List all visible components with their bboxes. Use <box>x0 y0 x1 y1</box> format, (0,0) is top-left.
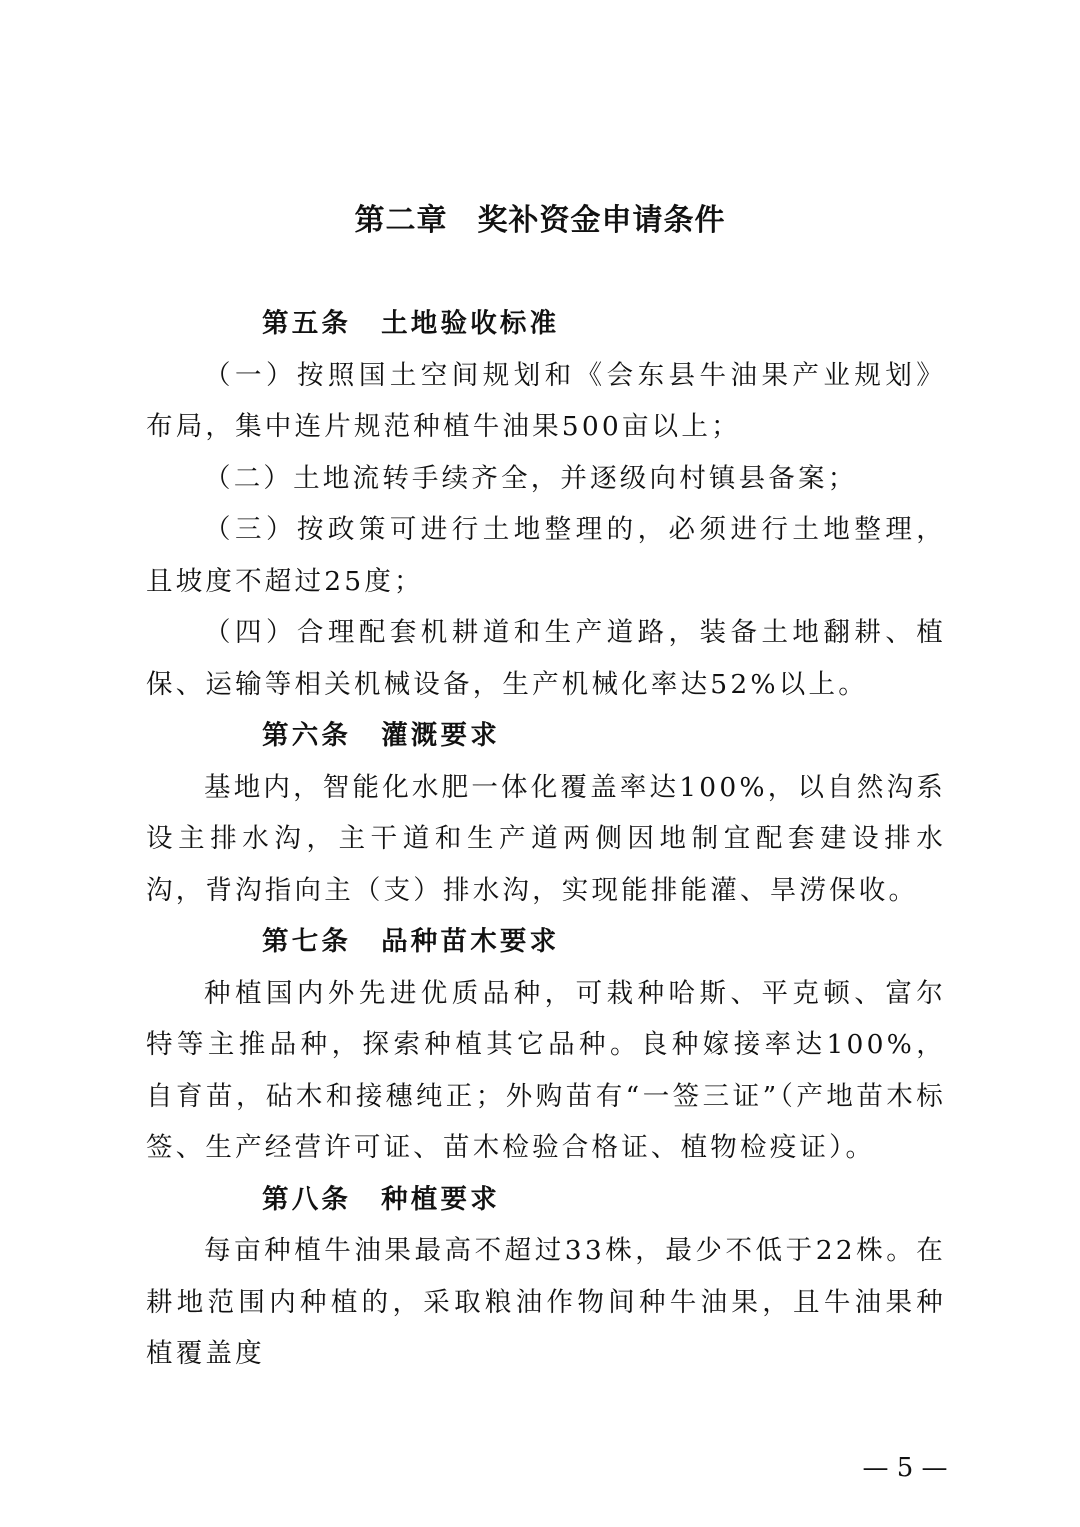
article-number: 第八条 <box>262 1183 352 1215</box>
article-number: 第六条 <box>262 720 352 751</box>
article-paragraph: （四）合理配套机耕道和生产道路，装备土地翻耕、植保、运输等相关机械设备，生产机械化率达52%以上。 <box>146 617 946 700</box>
article-heading <box>146 298 946 350</box>
page-number: — 5 — <box>862 1453 948 1483</box>
chapter-number: 第二章 <box>354 203 448 238</box>
article-paragraph: 每亩种植牛油果最高不超过33株，最少不低于22株。在耕地范围内种植的，采取粮油作物间种牛油果，且牛油果种植覆盖度 <box>146 1235 946 1369</box>
article-number: 第七条 <box>262 926 352 957</box>
article-title: 品种苗木要求 <box>381 926 560 957</box>
article-heading <box>146 710 946 762</box>
document-body <box>146 298 946 1380</box>
article-number: 第五条 <box>262 308 352 339</box>
article-paragraph: 种植国内外先进优质品种，可栽种哈斯、平克顿、富尔特等主推品种，探索种植其它品种。良种嫁接率达100%，自育苗，砧木和接穗纯正；外购苗有“一签三证”（产地苗木标签、生产经营许可证、苗木检验合格证、植物检疫证）。 <box>146 977 946 1163</box>
article-title: 种植要求 <box>381 1183 500 1215</box>
article-heading <box>146 916 946 968</box>
article-title: 灌溉要求 <box>381 720 500 751</box>
article-heading <box>146 1174 946 1226</box>
article-paragraph: （二）土地流转手续齐全，并逐级向村镇县备案； <box>204 462 858 494</box>
article-title: 土地验收标准 <box>381 308 560 339</box>
chapter-title <box>0 196 1080 246</box>
article-paragraph: （三）按政策可进行土地整理的，必须进行土地整理，且坡度不超过25度； <box>146 514 946 597</box>
article-paragraph: （一）按照国土空间规划和《会东县牛油果产业规划》布局，集中连片规范种植牛油果500亩以上； <box>146 359 946 442</box>
chapter-heading: 奖补资金申请条件 <box>477 203 726 238</box>
article-paragraph: 基地内，智能化水肥一体化覆盖率达100%，以自然沟系设主排水沟，主干道和生产道两侧因地制宜配套建设排水沟，背沟指向主（支）排水沟，实现能排能灌、旱涝保收。 <box>146 771 946 906</box>
